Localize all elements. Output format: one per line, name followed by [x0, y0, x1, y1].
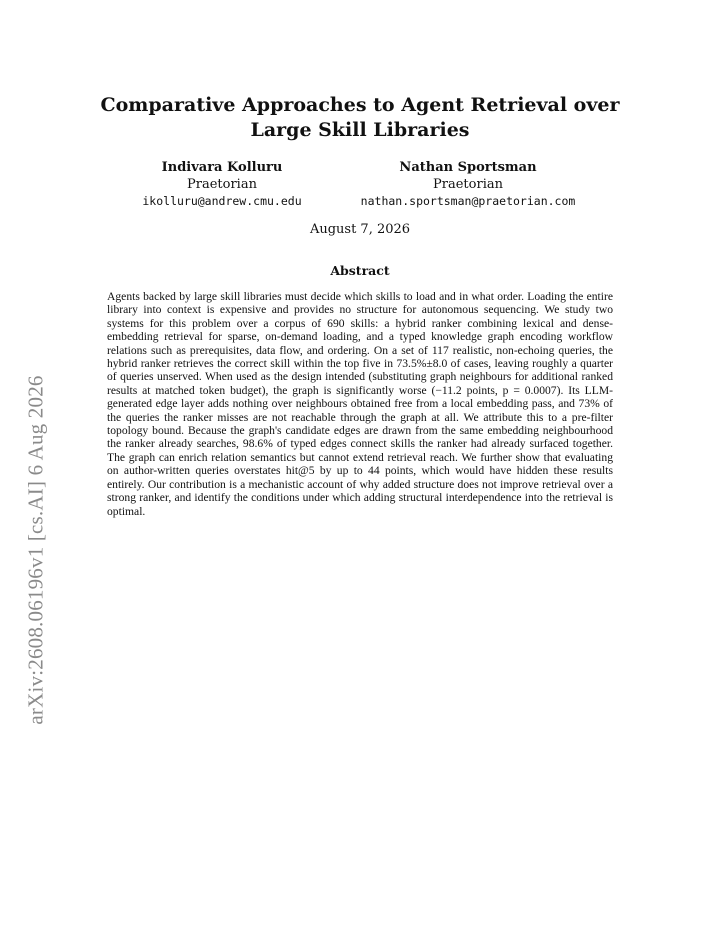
author-affiliation: Praetorian	[187, 177, 257, 192]
author-block	[0, 159, 720, 215]
author-email: ikolluru@andrew.cmu.edu	[142, 194, 302, 208]
author-affiliation: Praetorian	[433, 177, 503, 192]
abstract-text: Agents backed by large skill libraries must decide which skills to load and in what order. Loading the entire library into context is expensive and provides no structure for autonomous sequencing. We study two systems for this problem over a corpus of 690 skills: a hybrid ranker combining lexical and dense-embedding retrieval for sparse, on-demand loading, and a typed knowledge graph encoding workflow relations such as prerequisites, data flow, and ordering. On a set of 117 realistic, non-echoing queries, the hybrid ranker retrieves the correct skill within the top five in 73.5%±8.0 of cases, leaving roughly a quarter of queries unserved. When used as the design intended (substituting graph neighbours for additional ranked results at matched token budget), the graph is significantly worse (−11.2 points, p = 0.0007). Its LLM-generated edge layer adds nothing over neighbours obtained free from a local embedding pass, and 73% of the queries the ranker misses are not reachable through the graph at all. We attribute this to a pre-filter topology bound. Because the graph's candidate edges are drawn from the same embedding neighbourhood the ranker already searches, 98.6% of typed edges connect skills the ranker had already surfaced together. The graph can enrich relation semantics but cannot extend retrieval reach. We further show that evaluating on author-written queries overstates hit@5 by up to 44 points, which would have hidden these results entirely. Our contribution is a mechanistic account of why added structure does not improve retrieval over a strong ranker, and identify the conditions under which adding structural interdependence into the retrieval is optimal.	[107, 290, 613, 518]
author-name: Indivara Kolluru	[161, 160, 283, 175]
publication-date: August 7, 2026	[309, 222, 411, 237]
arxiv-identifier-stamp: arXiv:2608.06196v1 [cs.AI] 6 Aug 2026	[23, 375, 48, 725]
abstract-heading: Abstract	[330, 263, 390, 278]
author-name: Nathan Sportsman	[399, 160, 537, 175]
paper-title: Comparative Approaches to Agent Retrieval over Large Skill Libraries	[100, 94, 620, 141]
author-2	[361, 159, 576, 210]
author-email: nathan.sportsman@praetorian.com	[360, 194, 576, 208]
author-1	[142, 159, 301, 210]
